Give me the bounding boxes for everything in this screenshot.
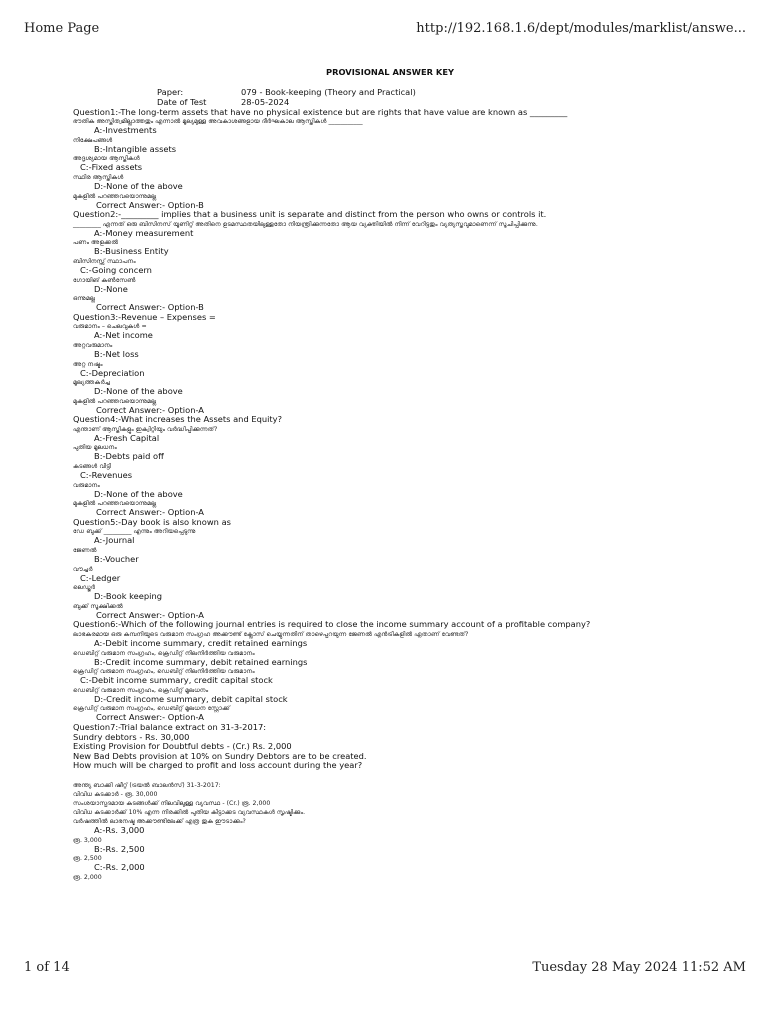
option-text-malayalam: ലെഡ്ജർ: [73, 584, 96, 592]
option-text-malayalam: അദൃശ്യമായ ആസ്തികൾ: [73, 155, 140, 163]
question-text: How much will be charged to profit and loss account during the year?: [73, 760, 363, 771]
option-text: C:-Debit income summary, credit capital stock: [80, 675, 273, 686]
option-text-malayalam: പണം അളക്കൽ: [73, 239, 119, 247]
option-text: C:-Depreciation: [80, 367, 145, 378]
question-text-malayalam: അന്ത്യ ബാക്കി ഷീറ്റ് (ട്രയൽ ബാലൻസ്) 31-3-2017:: [73, 781, 221, 789]
option-text: B:-Business Entity: [94, 246, 169, 257]
option-text-malayalam: ക്രെഡിറ്റ് വരുമാന സംഗ്രഹം, ഡെബിറ്റ് നിലനിർത്തിയ വരുമാനം: [73, 668, 255, 676]
option-text-malayalam: രൂ. 2,000: [73, 873, 102, 881]
date-label: Date of Test: [157, 96, 207, 107]
question-text-malayalam: സംശയാസ്പദമായ കടങ്ങൾക്ക് നിലവിലുള്ള വ്യവസ്ഥ - (Cr.) രൂ. 2,000: [73, 799, 271, 807]
question-text-malayalam: _________ എന്നത് ഒരു ബിസിനസ് യൂണിറ്റ് അതിനെ ഉടമസ്ഥതയിലുള്ളതോ നിയന്ത്രിക്കുന്നതോ ആയ വ്യക്തിയിൽ നിന്ന് വേറിട്ടതും വ്യത്യസ്തവുമാണെന്ന് സൂചിപ്പിക്കുന്നു.: [73, 220, 538, 228]
correct-answer: Correct Answer:- Option-B: [96, 199, 204, 210]
option-text: D:-Book keeping: [94, 591, 162, 602]
question-text: Existing Provision for Doubtful debts - (Cr.) Rs. 2,000: [73, 741, 292, 752]
question-text: Sundry debtors - Rs. 30,000: [73, 731, 190, 742]
question-text-malayalam: ഭൗതിക അസ്തിത്വമില്ലാത്തതും എന്നാൽ മൂല്യമുള്ള അവകാശങ്ങളായ ദീർഘകാല ആസ്തികൾ ___________: [73, 118, 363, 126]
option-text-malayalam: ബുക്ക് സൂക്ഷിക്കൽ: [73, 602, 123, 610]
option-text: C:-Revenues: [80, 470, 133, 481]
option-text: D:-None of the above: [94, 180, 183, 191]
option-text-malayalam: ജേണൽ: [73, 547, 97, 555]
option-text-malayalam: കടങ്ങൾ വീട്ടി: [73, 463, 112, 471]
option-text-malayalam: രൂ. 2,500: [73, 855, 102, 863]
question-text: Question7:-Trial balance extract on 31-3-2017:: [73, 721, 267, 732]
answer-key-document: [73, 68, 713, 882]
option-text: A:-Fresh Capital: [94, 432, 160, 443]
option-text: A:-Debit income summary, credit retained earnings: [94, 638, 308, 648]
option-text: A:-Net income: [94, 330, 153, 341]
option-text-malayalam: ഗോയിങ് കൺസേൺ: [73, 276, 136, 284]
question-block: [73, 210, 713, 313]
question-list: [73, 108, 713, 723]
correct-answer: Correct Answer:- Option-A: [96, 404, 204, 415]
question-text: Question3:-Revenue – Expenses =: [73, 311, 216, 322]
paper-value: 079 - Book-keeping (Theory and Practical): [241, 86, 416, 97]
paper-label: Paper:: [157, 86, 184, 97]
question-text: Question5:-Day book is also known as: [73, 516, 231, 527]
option-text: D:-None of the above: [94, 488, 183, 499]
question-block: [73, 415, 713, 518]
option-text: A:-Rs. 3,000: [94, 824, 145, 835]
option-text: A:-Investments: [94, 125, 157, 136]
question-text-malayalam: എന്താണ് ആസ്തികളും ഇക്വിറ്റിയും വർദ്ധിപ്പിക്കുന്നത്?: [73, 425, 218, 433]
correct-answer: Correct Answer:- Option-B: [96, 302, 204, 313]
option-text-malayalam: മുകളിൽ പറഞ്ഞവയൊന്നുമല്ല: [73, 397, 157, 405]
correct-answer: Correct Answer:- Option-A: [96, 507, 204, 518]
page-footer: [24, 960, 746, 975]
option-text: C:-Fixed assets: [80, 162, 143, 173]
question-block: [73, 313, 713, 416]
option-text: A:-Money measurement: [94, 227, 194, 238]
option-text: B:-Debts paid off: [94, 451, 164, 462]
page-url[interactable]: http://192.168.1.6/dept/modules/marklist/answe...: [416, 21, 746, 36]
home-page-link[interactable]: Home Page: [24, 21, 100, 36]
option-text-malayalam: രൂ. 3,000: [73, 836, 102, 844]
option-text: B:-Voucher: [94, 554, 139, 565]
option-text: A:-Journal: [94, 535, 135, 546]
document-title: PROVISIONAL ANSWER KEY: [325, 67, 454, 77]
question-block: [73, 108, 713, 211]
question-text-malayalam: വിവിധ കടക്കാർ - രൂ. 30,000: [73, 790, 158, 798]
option-text-malayalam: നിക്ഷേപങ്ങൾ: [73, 136, 113, 144]
page-count: 1 of 14: [24, 960, 70, 975]
question-text: Question4:-What increases the Assets and Equity?: [73, 414, 282, 425]
option-text-malayalam: മുകളിൽ പറഞ്ഞവയൊന്നുമല്ല: [73, 500, 157, 508]
option-text-malayalam: വരുമാനം: [73, 481, 100, 489]
page-header: [24, 21, 746, 36]
option-text: B:-Intangible assets: [94, 143, 177, 154]
spacer: [73, 771, 713, 781]
correct-answer: Correct Answer:- Option-A: [96, 609, 204, 620]
option-text-malayalam: വൗച്ചർ: [73, 565, 93, 573]
option-text: D:-None of the above: [94, 386, 183, 397]
date-value: 28-05-2024: [241, 96, 290, 107]
question-text-malayalam: വിവിധ കടക്കാർക്ക് 10% എന്ന നിരക്കിൽ പുതിയ കിട്ടാക്കട വ്യവസ്ഥകൾ സൃഷ്ടിക്കും.: [73, 808, 306, 816]
option-text-malayalam: അറ്റ നഷ്ടം: [73, 360, 103, 368]
option-text: C:-Ledger: [80, 572, 121, 583]
question-7: [73, 723, 713, 882]
question-text-malayalam: ലാഭകരമായ ഒരു കമ്പനിയുടെ വരുമാന സംഗ്രഹ അക്കൗണ്ട് ക്ലോസ് ചെയ്യുന്നതിന് താഴെപ്പറയുന്ന ജേണൽ എൻട്രികളിൽ ഏതാണ് വേണ്ടത്?: [73, 631, 469, 638]
option-text: D:-None: [94, 283, 128, 294]
paper-meta: [157, 88, 713, 108]
print-timestamp: Tuesday 28 May 2024 11:52 AM: [532, 960, 746, 975]
correct-answer: Correct Answer:- Option-A: [96, 712, 204, 723]
option-text-malayalam: ഒന്നുമല്ല: [73, 295, 96, 303]
option-text-malayalam: ഡെബിറ്റ് വരുമാന സംഗ്രഹം, ക്രെഡിറ്റ് നിലനിർത്തിയ വരുമാനം: [73, 649, 255, 657]
option-text: B:-Rs. 2,500: [94, 843, 145, 854]
option-text-malayalam: ബിസിനസ്സ് സ്ഥാപനം: [73, 257, 136, 265]
option-text: D:-Credit income summary, debit capital stock: [94, 693, 288, 704]
option-text: C:-Rs. 2,000: [94, 862, 145, 873]
question-text: Question6:-Which of the following journal entries is required to close the income summary account of a profitable company?: [73, 619, 591, 630]
option-text-malayalam: സ്ഥിര ആസ്തികൾ: [73, 173, 124, 181]
option-text-malayalam: അറ്റവരുമാനം: [73, 341, 113, 349]
question-text: New Bad Debts provision at 10% on Sundry Debtors are to be created.: [73, 750, 367, 761]
option-text: B:-Net loss: [94, 348, 139, 359]
option-text-malayalam: ഡെബിറ്റ് വരുമാന സംഗ്രഹം, ക്രെഡിറ്റ് മൂലധനം: [73, 686, 209, 694]
option-text: C:-Going concern: [80, 264, 152, 275]
question-block: [73, 620, 713, 723]
option-text-malayalam: മുകളിൽ പറഞ്ഞവയൊന്നുമല്ല: [73, 192, 157, 200]
option-text-malayalam: പുതിയ മൂലധനം: [73, 444, 117, 452]
question-text-malayalam: വരുമാനം – ചെലവുകൾ =: [73, 323, 147, 331]
question-text: Question2:-_________ implies that a business unit is separate and distinct from the person who owns or controls it.: [73, 209, 547, 220]
question-text-malayalam: വർഷത്തിൽ ലാഭനഷ്ട അക്കൗണ്ടിലേക്ക് എത്ര തുക ഈടാക്കും?: [73, 817, 246, 825]
option-text-malayalam: മൂല്യത്തകർച്ച: [73, 379, 110, 387]
option-text-malayalam: ക്രെഡിറ്റ് വരുമാന സംഗ്രഹം, ഡെബിറ്റ് മൂലധന സ്റ്റോക്ക്: [73, 705, 230, 713]
question-text-malayalam: ഡേ ബുക്ക് _________ എന്നും അറിയപ്പെടുന്നു: [73, 528, 196, 536]
option-text: B:-Credit income summary, debit retained earnings: [94, 656, 308, 667]
question-text: Question1:-The long-term assets that have no physical existence but are rights that have value are known as _________: [73, 106, 568, 117]
question-block: [73, 518, 713, 621]
